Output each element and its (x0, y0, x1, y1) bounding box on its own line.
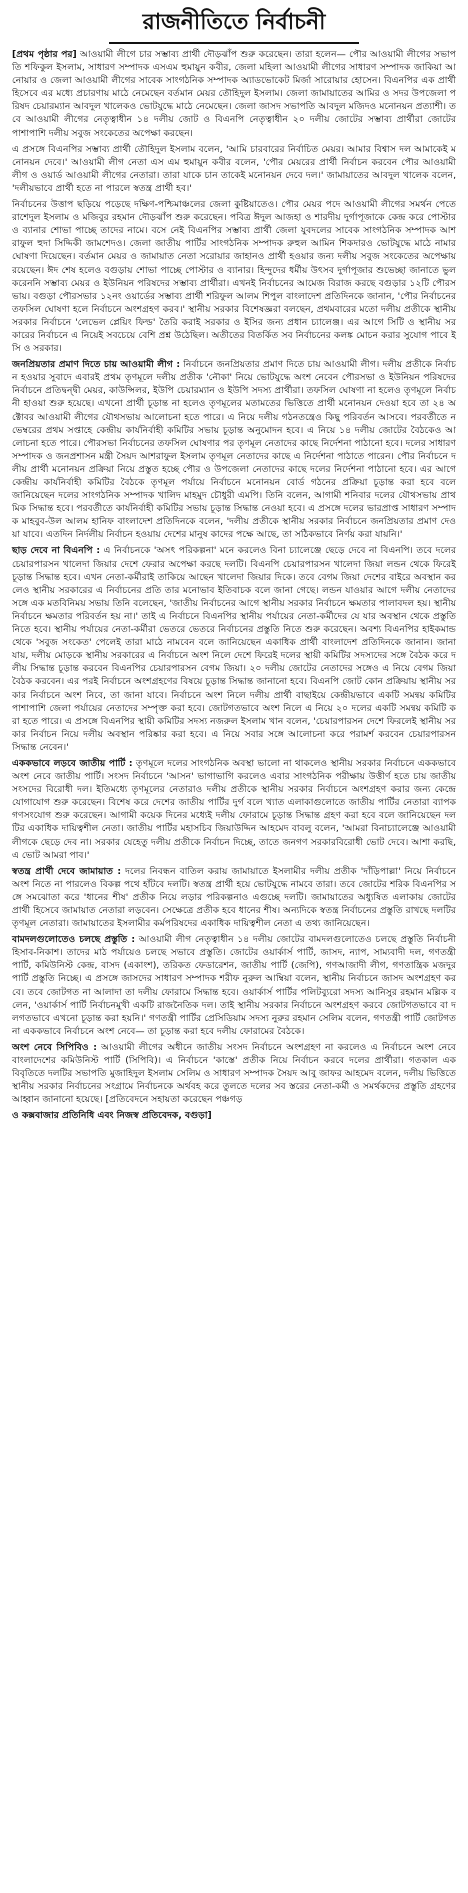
section-left-parties (12, 933, 456, 1038)
paragraph-text: নির্বাচনের উত্তাপ ছড়িয়ে পড়েছে দক্ষিণ-পশ্চিমাঞ্চলের জেলা কুষ্টিয়াতেও। পৌর মেয়র পদে আওয়ামী লীগের সমর্থন পেতে রাশেদুল ইসলাম ও মজিবুর রহমান দৌড়ঝাঁপ শুরু করেছেন। পবিত্র ঈদুল আজহা ও শারদীয় দুর্গাপূজাকে কেন্দ্র করে পোস্টার ও ব্যানার শোভা পাচ্ছে তাদের নামে। বসে নেই বিএনপির সম্ভাব্য প্রার্থী জেলা যুবদলের সাবেক সাংগঠনিক সম্পাদক আশরাফুল হুদা সিদ্দিকী জামশেদও। জেলা জাতীয় পার্টির সাংগঠনিক সম্পাদক রুহুল আমিন শিকদারও ভোটযুদ্ধে মাঠে নামার ঘোষণা দিয়েছেন। বর্তমান মেয়র ও জামায়াত নেতা সরোয়ার জাহানও প্রার্থী হওয়ার জন্য দলীয় সবুজ সংকেতের অপেক্ষায় রয়েছেন। ঈদ শেষ হলেও বগুড়ায় শোভা পাচ্ছে পোস্টার ও ব্যানার। হিন্দুদের ধর্মীয় উৎসব দুর্গাপূজার শুভেচ্ছা জানাতে ভুল করেননি সম্ভাব্য মেয়র ও ইউনিয়ন পরিষদের সম্ভাব্য প্রার্থীরা। এখনই নির্বাচনের আমেজ বিরাজ করছে বগুড়ার ১২টি পৌরসভায়। বগুড়া পৌরসভার ১২নং ওয়ার্ডের সম্ভাব্য প্রার্থী শরিফুল আলম শিপুল বাংলাদেশ প্রতিদিনকে জানান, 'পৌর নির্বাচনের তফসিল ঘোষণা হলে নির্বাচনে অংশগ্রহণ করব।' স্থানীয় সরকার বিশেষজ্ঞরা বলছেন, প্রথমবারের মতো দলীয় প্রতীকে স্থানীয় সরকার নির্বাচনে 'লেভেল প্লেয়িং ফিল্ড' তৈরি করাই সরকার ও ইসির জন্য প্রধান চ্যালেঞ্জ। এর আগে সিটি ও স্থানীয় সরকারের নির্বাচনে এ নিয়েই সবচেয়ে বেশি প্রশ্ন উঠেছিল। অতীতের বিতর্কিত সব নির্বাচনের কলঙ্ক মোচন করার সুযোগ পাবে ইসি ও সরকার। (12, 199, 456, 355)
article-body (12, 48, 456, 1123)
paragraph-text: এ প্রসঙ্গে বিএনপির সম্ভাব্য প্রার্থী তৌহিদুল ইসলাম বলেন, 'আমি চারবারের নির্বাচিত মেয়র। আমার বিশ্বাস দল আমাকেই মনোনয়ন দেবে।' আওয়ামী লীগ নেতা এস এম হুমায়ুন কবীর বলেন, 'পৌর মেয়রের প্রার্থী নির্বাচন করবেন পৌর আওয়ামী লীগ ও ওয়ার্ড আওয়ামী লীগের নেতারা। তারা যাকে চান তাকেই মনোনয়ন দেবে দল।' জামায়াতের আবদুল খালেক বলেন, 'দলীয়ভাবে প্রার্থী হতে না পারলে স্বতন্ত্র প্রার্থী হব।' (12, 143, 456, 194)
paragraph-text: আওয়ামী লীগ নেতৃত্বাধীন ১৪ দলীয় জোটের বামদলগুলোতেও চলছে প্রস্তুতি নির্বাচনী হিসাব-নিকাশ। তাদের মাঠ পর্যায়েও চলছে সভাবে প্রস্তুতি। জোটের ওয়ার্কার্স পার্টি, জাসদ, ন্যাপ, সাম্যবাদী দল, গণতন্ত্রী পার্টি, কমিউনিস্ট কেন্দ্র, বাসদ (একাংশ), তরিকত ফেডারেশন, জাতীয় পার্টি (জেপি), গণআজাদী লীগ, গণতান্ত্রিক মজদুর পার্টি প্রস্তুতি নিচ্ছে। এ প্রসঙ্গে জাসদের সাধারণ সম্পাদক শরীফ নুরুল আম্বিয়া বলেন, স্থানীয় নির্বাচনে জাসদ অংশগ্রহণ করবে। তবে জোটগত না আলাদা তা দলীয় ফোরামে সিদ্ধান্ত হবে। ওয়ার্কার্স পার্টির পলিটব্যুরো সদস্য আনিসুর রহমান মল্লিক বলেন, 'ওয়ার্কার্স পার্টি নির্বাচনমুখী একটি রাজনৈতিক দল। তাই স্থানীয় সরকার নির্বাচনে অংশগ্রহণ করবে জোটগতভাবে বা দলগতভাবে এখনো চূড়ান্ত করা হয়নি।' গণতন্ত্রী পার্টির প্রেসিডিয়াম সদস্য নুরুর রহমান সেলিম বলেন, গণতন্ত্রী পার্টি জোটগত না এককভাবে নির্বাচনে অংশ নেবে— তা চূড়ান্ত করা হবে দলীয় ফোরামের বৈঠকে। (12, 934, 457, 1037)
section-bnp (12, 544, 456, 754)
paragraph-kushtia-bogura (12, 198, 456, 355)
paragraph-text: আওয়ামী লীগের অধীনে জাতীয় সংসদ নির্বাচনে অংশগ্রহণ না করলেও এ নির্বাচনে অংশ নেবে বাংলাদেশের কমিউনিস্ট পার্টি (সিপিবি)। এ নির্বাচনে 'কাস্তে' প্রতীক নিয়ে নির্বাচন করবে দলের প্রার্থীরা। গতকাল এক বিবৃতিতে দলটির সভাপতি মুজাহিদুল ইসলাম সেলিম ও সাধারণ সম্পাদক সৈয়দ আবু জাফর আহমেদ বলেন, দলীয় ভিত্তিতে স্থানীয় সরকার নির্বাচনের সংগ্রামে নির্বাচনকে অর্থবহ করে তুলতে দলের সব স্তরের নেতা-কর্মী ও সমর্থকদের প্রস্তুতি গ্রহণের আহ্বান জানানো হয়েছে। [প্রতিবেদনে সহায়তা করেছেন পঞ্চগড় (12, 1041, 456, 1106)
section-jamaat (12, 865, 456, 930)
headline-container (12, 6, 456, 44)
section-cpb (12, 1041, 456, 1106)
paragraph-text: আওয়ামী লীগে চার সম্ভাব্য প্রার্থী দৌড়ঝাঁপ শুরু করেছেন। তারা হলেন— পৌর আওয়ামী লীগের সভাপতি শফিকুল ইসলাম, সাধারণ সম্পাদক এসএম হুমায়ুন কবীর, জেলা মহিলা আওয়ামী লীগের সাধারণ সম্পাদক জাকিয়া আনোয়ার ও জেলা আওয়ামী লীগের সাবেক সাংগঠনিক সম্পাদক অ্যাডভোকেট মির্জা সারোয়ার হোসেন। বিএনপির এক প্রার্থী হিসেবে এর মধ্যে প্রচারণায় মাঠে নেমেছেন বর্তমান মেয়র তৌহিদুল ইসলাম। জেলা জামায়াতের আমির ও সদর উপজেলা পরিষদ চেয়ারম্যান আবদুল খালেকও ভোটযুদ্ধে মাঠে নেমেছেন। জেলা জাসদ সভাপতি আবদুল মজিদও মনোনয়ন প্রত্যাশী। তবে আওয়ামী লীগের নেতৃত্বাধীন ১৪ দলীয় জোট ও বিএনপি নেতৃত্বাধীন ২০ দলীয় জোটের সম্ভাব্য প্রার্থীরা জোটের পাশাপাশি দলীয় সবুজ সংকেতের অপেক্ষা করছেন। (12, 49, 457, 139)
paragraph-text: দলের নিবন্ধন বাতিল করায় জামায়াতে ইসলামীর দলীয় প্রতীক 'দাঁড়িপাল্লা' নিয়ে নির্বাচনে অংশ নিতে না পারলেও বিকল্প পথে হাঁটবে দলটি। স্বতন্ত্র প্রার্থী হয়ে ভোটযুদ্ধে নামবে তারা। তবে জোটের শরিক বিএনপির সঙ্গে সমঝোতা করে 'ধানের শীষ' প্রতীক নিয়ে লড়ার পরিকল্পনাও এগুচ্ছে দলটি। জামায়াতের অধ্যুষিত এলাকায় জোটের প্রার্থী হিসেবে জামায়াত নেতারা লড়বেন। সেক্ষেত্রে প্রতীক হবে ধানের শীষ। অন্যদিকে স্বতন্ত্র নির্বাচনের প্রস্তুতি রাখছে দলটির তৃণমূল নেতারা। জামায়াতের ইসলামীর কর্মপরিষদের একাধিক দায়িত্বশীল নেতা এ তথ্য জানিয়েছেন। (12, 865, 456, 930)
section-awami-league (12, 358, 456, 541)
paragraph-intro (12, 48, 456, 140)
subheading: এককভাবে লড়বে জাতীয় পার্টি : (12, 757, 133, 769)
paragraph-text: তৃণমূলে দলের সাংগঠনিক অবস্থা ভালো না থাকলেও স্থানীয় সরকার নির্বাচনে এককভাবে অংশ নেবে জাতীয় পার্টি। সংসদ নির্বাচনে 'আসন' ভাগাভাগি করলেও এবার সাংগঠনিক পরীক্ষায় উত্তীর্ণ হতে চায় জাতীয় সংসদের বিরোধী দল। ইতিমধ্যে তৃণমূলের নেতারাও দলীয় প্রতীকে স্থানীয় সরকার নির্বাচনে অংশগ্রহণ করার জন্য কেন্দ্রে যোগাযোগ শুরু করেছেন। বিশেষ করে দেশের জাতীয় পার্টির দুর্গ বলে খ্যাত এলাকাগুলোতে জাতীয় পার্টির নেতারা ব্যাপক গণসংযোগ শুরু করেছেন। আগামী কয়েক দিনের মধ্যেই দলীয় ফোরামে চূড়ান্ত সিদ্ধান্ত গ্রহণ করা হবে বলে জানিয়েছেন দলটির একাধিক দায়িত্বশীল নেতা। জাতীয় পার্টির মহাসচিব জিয়াউদ্দিন আহমেদ বাবলু বলেন, 'আমরা বিনাচ্যালেঞ্জে আওয়ামী লীগকে ছেড়ে দেব না। সরকার যেহেতু দলীয় প্রতীকে নির্বাচন দিচ্ছে, তাতে জনগণ সরকারবিরোধী ভোট দেবে। আশা করছি, এ ভোট আমরা পাব।' (12, 757, 456, 861)
subheading: ছাড় দেবে না বিএনপি : (12, 545, 101, 557)
paragraph-text: এ নির্বাচনকে 'অসৎ পরিকল্পনা' মনে করলেও বিনা চ্যালেঞ্জে ছেড়ে দেবে না বিএনপি। তবে দলের চেয়ারপারসন খালেদা জিয়ার দেশে ফেরার অপেক্ষা করছে দলটি। বিএনপি চেয়ারপারসন খালেদা জিয়া লন্ডন থেকে ফিরেই চূড়ান্ত সিদ্ধান্ত হবে। এখন নেতা-কর্মীরাই তাকিয়ে আছেন খালেদা জিয়ার দিকে। তবে বেগম জিয়া দেশের বাইরে অবস্থান করলেও স্থানীয় সরকারের এ নির্বাচনের প্রতি তার মনোভাব ইতিবাচক বলে জানা গেছে। লন্ডন যাওয়ার আগে দলীয় নেতাদের সঙ্গে এক মতবিনিময় সভায় তিনি বলেছেন, 'জাতীয় নির্বাচনের আগে স্থানীয় সরকার নির্বাচনে ক্ষমতার পালাবদল হয়। স্থানীয় নির্বাচনে ক্ষমতার পরিবর্তন হয় না।' তাই এ নির্বাচনে বিএনপির স্থানীয় পর্যায়ের নেতা-কর্মীদের যে যার অবস্থান থেকে প্রস্তুতি নিতে হবে। স্থানীয় পর্যায়ের নেতা-কর্মীরা ভেতরে ভেতরে নির্বাচনের প্রস্তুতি নিতে শুরু করেছেন। অবশ্য বিএনপির হাইকমান্ড থেকে 'সবুজ সংকেত' পেলেই তারা মাঠে নামবেন বলে জানিয়েছেন একাধিক প্রার্থী বাংলাদেশ প্রতিদিনকে জানান। জানা যায়, দলীয় মোড়কে স্থানীয় সরকারের এ নির্বাচনে অংশ নিলে দেশে ফিরেই দলের স্থায়ী কমিটির সদস্যদের সঙ্গে বৈঠক করে দলীয় সিদ্ধান্ত চূড়ান্ত করবেন বিএনপির চেয়ারপারসন বেগম জিয়া। ২০ দলীয় জোটের নেতাদের সঙ্গেও এ নিয়ে বেগম জিয়া বৈঠক করবেন। এর পরই নির্বাচনে অংশগ্রহণের বিষয়ে চূড়ান্ত সিদ্ধান্ত জানানো হবে। বিএনপি জোট কোন প্রক্রিয়ায় স্থানীয় সরকার নির্বাচনে অংশ নিবে, তা জানা যাবে। নির্বাচনে অংশ নিলে দলীয় প্রার্থী বাছাইয়ে কেন্দ্রীয়ভাবে একটি সমন্বয় কমিটির পাশাপাশি জেলা পর্যায়ের নেতাদের সম্পৃক্ত করা হবে। জোটগতভাবে অংশ নিলে এ নিয়ে ২০ দলের একটি সমন্বয় কমিটি করা হতে পারে। এ প্রসঙ্গে বিএনপির স্থায়ী কমিটির সদস্য নজরুল ইসলাম খান বলেন, 'চেয়ারপারসন দেশে ফিরলেই স্থানীয় সরকার নির্বাচন নিয়ে দলীয় অবস্থান পরিষ্কার করা হবে। এ নিয়ে সবার সঙ্গে আলোচনা করে পরামর্শ করবেন চেয়ারপারসন সিদ্ধান্ত নেবেন।' (12, 545, 456, 753)
paragraph-quotes (12, 143, 456, 195)
article-headline: রাজনীতিতে নির্বাচনী (109, 6, 360, 44)
continuation-marker: [প্রথম পৃষ্ঠার পর] (12, 49, 77, 60)
subheading: অংশ নেবে সিপিবিও : (12, 1041, 97, 1053)
subheading: বামদলগুলোতেও চলছে প্রস্তুতি : (12, 934, 136, 946)
reporter-credit: ও কক্সবাজার প্রতিনিধি এবং নিজস্ব প্রতিবেদক, বগুড়া] (12, 1110, 212, 1122)
section-jatiya-party (12, 757, 456, 862)
subheading: জনপ্রিয়তার প্রমাণ দিতে চায় আওয়ামী লীগ : (12, 359, 181, 371)
paragraph-text: নির্বাচনে জনপ্রিয়তার প্রমাণ দিতে চায় আওয়ামী লীগ। দলীয় প্রতীকে নির্বাচন হওয়ার সুবাদে এবারই প্রথম তৃণমূলে দলীয় প্রতীক 'নৌকা' নিয়ে ভোটযুদ্ধে অংশ নেবেন পৌরসভা ও ইউনিয়ন পরিষদের নির্বাচনে প্রতিদ্বন্দ্বী মেয়র, কাউন্সিলর, ইউপি চেয়ারম্যান ও ইউপি সদস্য প্রার্থীরা। তফসিল ঘোষণা না হলেও তৃণমূলে নির্বাচনী হাওয়া শুরু হয়েছে। এখনো প্রার্থী চূড়ান্ত না হলেও তৃণমূলের মতামতের ভিত্তিতে প্রার্থী মনোনয়ন দেওয়া হবে তা ২৪ অক্টোবর আওয়ামী লীগের যৌথসভায় আলোচনা হতে পারে। এ নিয়ে দলীয় গঠনতন্ত্রেও কিছু পরিবর্তন আসবে। পরবর্তীতে নভেম্বরের প্রথম সপ্তাহে কেন্দ্রীয় কার্যনির্বাহী কমিটির সভায় চূড়ান্ত অনুমোদন হবে। এ নিয়ে ১৪ দলীয় জোটের বৈঠকেও আলোচনা হতে পারে। পৌরসভা নির্বাচনের তফসিল ঘোষণার পর তৃণমূল নেতাদের কাছে নির্দেশনা পাঠানো হবে। দলের সাধারণ সম্পাদক ও জনপ্রশাসন মন্ত্রী সৈয়দ আশরাফুল ইসলাম তৃণমূল নেতাদের কাছে এ নির্দেশনা পাঠাতে পারেন। পৌর নির্বাচনে দলীয় প্রার্থী মনোনয়ন প্রক্রিয়া নিয়ে প্রস্তুত হচ্ছে পৌর ও উপজেলা নেতাদের কাছে দলের নির্দেশনা পাঠানো হবে। এর আগে কেন্দ্রীয় কার্যনির্বাহী কমিটির বৈঠকে তৃণমূল পর্যায়ে নির্বাচনে মনোনয়ন বোর্ড গঠনের প্রক্রিয়া চূড়ান্ত করা হবে বলে জানিয়েছেন দলের সাংগঠনিক সম্পাদক খালিদ মাহমুদ চৌধুরী এমপি। তিনি বলেন, আগামী শনিবার দলের যৌথসভায় প্রাথমিক সিদ্ধান্ত হবে। পরবর্তীতে কার্যনির্বাহী কমিটির সভায় চূড়ান্ত সিদ্ধান্ত নেওয়া হবে। এ প্রসঙ্গে দলের ভারপ্রাপ্ত সাধারণ সম্পাদক মাহবুব-উল আলম হানিফ বাংলাদেশ প্রতিদিনকে বলেন, 'দলীয় প্রতীকে স্থানীয় সরকার নির্বাচনে জনপ্রিয়তার প্রমাণ দেওয়া যাবে। এতদিন নির্দলীয় নির্বাচন হওয়ায় দেশের মানুষ কাদের পক্ষে আছে, তা সঠিকভাবে নির্ণয় করা যায়নি।' (12, 359, 456, 541)
subheading: স্বতন্ত্র প্রার্থী দেবে জামায়াত : (12, 865, 122, 877)
